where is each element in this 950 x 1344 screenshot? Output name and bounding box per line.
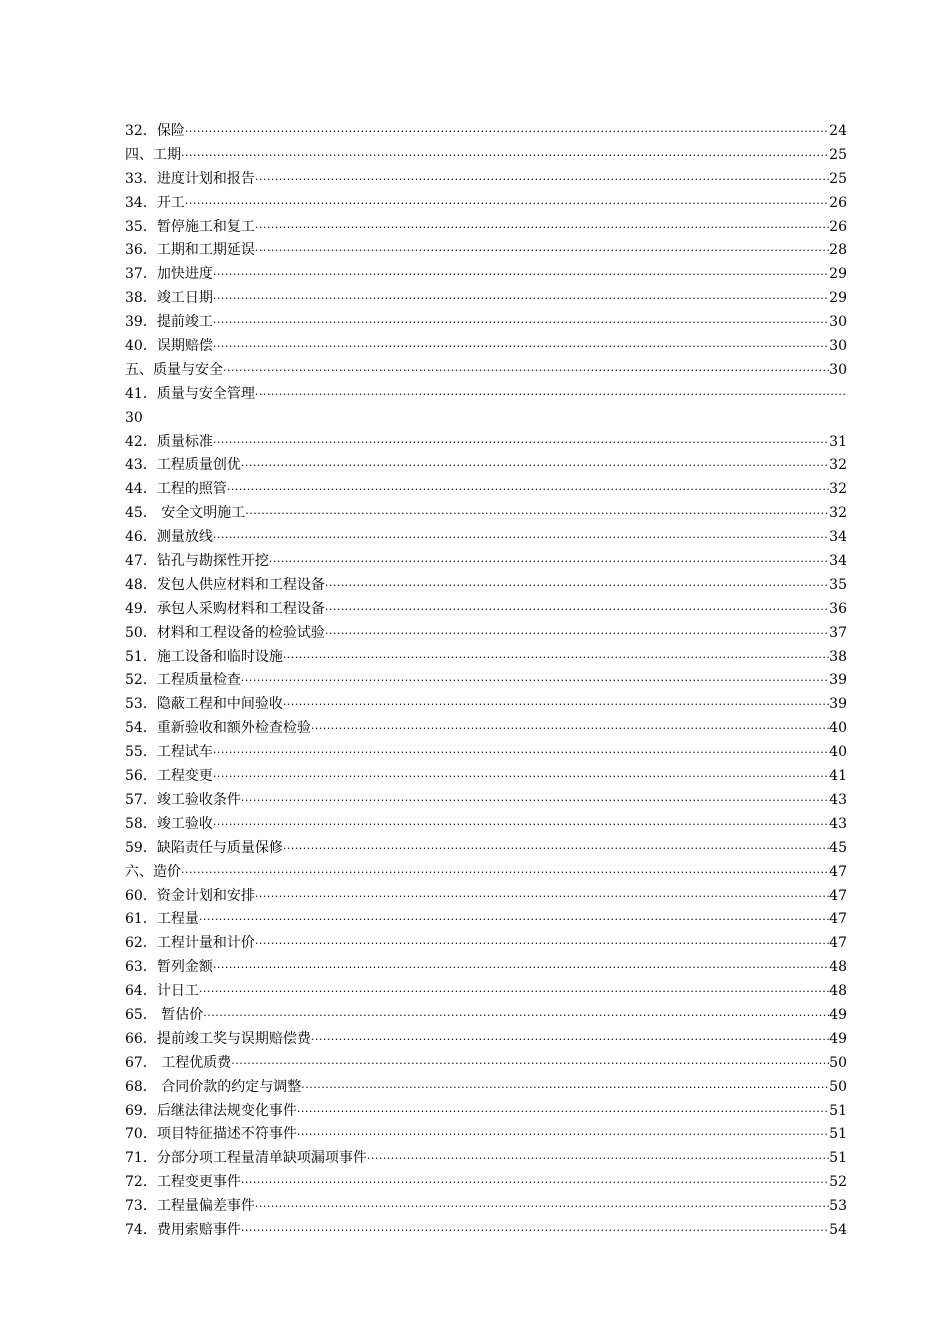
toc-leader-dots: [181, 144, 829, 168]
toc-entry-label: 35．暂停施工和复工: [125, 218, 255, 235]
toc-entry[interactable]: [125, 837, 847, 861]
toc-entry-page-number: 32: [829, 505, 847, 522]
toc-entry-label: 五、质量与安全: [125, 361, 223, 378]
toc-entry-page-number: 30: [125, 409, 143, 426]
toc-leader-dots: [213, 813, 829, 837]
toc-entry-page-number: 34: [829, 529, 847, 546]
toc-entry-label: 47．钻孔与勘探性开挖: [125, 553, 269, 570]
toc-leader-dots: [245, 502, 829, 526]
toc-entry[interactable]: [125, 598, 847, 622]
toc-leader-dots: [297, 1100, 829, 1124]
toc-leader-dots: [213, 335, 829, 359]
toc-entry-page-number: 36: [829, 600, 847, 617]
toc-entry-label: 36．工期和工期延误: [125, 242, 255, 259]
toc-entry[interactable]: [125, 861, 847, 885]
toc-leader-dots: [241, 789, 829, 813]
toc-leader-dots: [301, 1076, 829, 1100]
toc-entry-page-number: 41: [829, 768, 847, 785]
toc-entry-page-number: 39: [829, 696, 847, 713]
toc-entry-label: 54．重新验收和额外检查检验: [125, 720, 311, 737]
toc-entry-page-number: 43: [829, 815, 847, 832]
toc-entry[interactable]: [125, 789, 847, 813]
toc-entry[interactable]: [125, 120, 847, 144]
toc-entry[interactable]: [125, 1195, 847, 1219]
toc-entry-label: 51．施工设备和临时设施: [125, 648, 283, 665]
toc-entry-label: 40．误期赔偿: [125, 338, 213, 355]
toc-entry[interactable]: [125, 431, 847, 455]
toc-entry-page-number: 52: [829, 1174, 847, 1191]
toc-entry-page-number: 40: [829, 720, 847, 737]
toc-entry-page-number: 26: [829, 194, 847, 211]
toc-leader-dots: [213, 287, 829, 311]
toc-entry-label: 71．分部分项工程量清单缺项漏项事件: [125, 1150, 367, 1167]
toc-entry-page-number: 49: [829, 1030, 847, 1047]
toc-entry[interactable]: [125, 216, 847, 240]
table-of-contents: [125, 120, 847, 1243]
toc-entry-page-number: 53: [829, 1198, 847, 1215]
toc-leader-dots: [325, 598, 829, 622]
toc-leader-dots: [325, 574, 829, 598]
toc-leader-dots: [181, 861, 829, 885]
toc-entry[interactable]: [125, 239, 847, 263]
toc-leader-dots: [199, 908, 829, 932]
toc-entry-label: 33．进度计划和报告: [125, 170, 255, 187]
toc-entry-page-number: 30: [829, 361, 847, 378]
toc-entry-page-number: 31: [829, 433, 847, 450]
toc-entry[interactable]: [125, 1123, 847, 1147]
toc-entry-label: 68． 合同价款的约定与调整: [125, 1078, 302, 1095]
toc-entry-page-number: 45: [829, 839, 847, 856]
toc-leader-dots: [255, 885, 829, 909]
toc-entry-label: 44．工程的照管: [125, 481, 227, 498]
toc-leader-dots: [199, 980, 829, 1004]
toc-leader-dots: [325, 622, 829, 646]
toc-entry[interactable]: [125, 646, 847, 670]
toc-leader-dots: [213, 956, 829, 980]
toc-entry[interactable]: [125, 359, 847, 383]
toc-entry-page-number: 47: [829, 887, 847, 904]
toc-entry-page-number: 51: [829, 1150, 847, 1167]
toc-entry[interactable]: [125, 693, 847, 717]
toc-leader-dots: [213, 741, 829, 765]
toc-entry[interactable]: [125, 980, 847, 1004]
toc-entry[interactable]: [125, 669, 847, 693]
toc-entry[interactable]: [125, 1219, 847, 1243]
toc-leader-dots: [283, 646, 829, 670]
toc-entry-label: 55．工程试车: [125, 744, 213, 761]
toc-entry[interactable]: [125, 622, 847, 646]
toc-entry-label: 57．竣工验收条件: [125, 791, 241, 808]
toc-entry-label: 46．测量放线: [125, 529, 213, 546]
toc-entry[interactable]: [125, 454, 847, 478]
toc-entry-label: 66．提前竣工奖与误期赔偿费: [125, 1030, 311, 1047]
toc-leader-dots: [241, 1219, 829, 1243]
toc-leader-dots: [283, 837, 829, 861]
toc-entry[interactable]: [125, 263, 847, 287]
toc-entry[interactable]: [125, 168, 847, 192]
toc-entry-page-number: 54: [829, 1221, 847, 1238]
toc-entry-page-number: 51: [829, 1126, 847, 1143]
toc-leader-dots: [223, 359, 829, 383]
toc-leader-dots: [213, 765, 829, 789]
toc-entry[interactable]: [125, 956, 847, 980]
toc-entry-label: 60．资金计划和安排: [125, 887, 255, 904]
toc-entry[interactable]: [125, 550, 847, 574]
toc-entry-page-number: 25: [829, 146, 847, 163]
toc-entry-page-number: 28: [829, 242, 847, 259]
toc-leader-dots: [255, 383, 847, 407]
toc-leader-dots: [367, 1147, 829, 1171]
toc-entry-label: 39．提前竣工: [125, 314, 213, 331]
toc-entry-page-number: 48: [829, 983, 847, 1000]
toc-entry[interactable]: [125, 813, 847, 837]
toc-entry-label: 74．费用索赔事件: [125, 1221, 241, 1238]
toc-leader-dots: [255, 239, 829, 263]
toc-entry-page-number: 32: [829, 481, 847, 498]
toc-leader-dots: [185, 120, 829, 144]
toc-entry[interactable]: [125, 1147, 847, 1171]
toc-entry[interactable]: [125, 478, 847, 502]
toc-entry[interactable]: [125, 526, 847, 550]
toc-entry-page-number: 24: [829, 123, 847, 139]
toc-leader-dots: [255, 1195, 829, 1219]
toc-entry-page-number: 34: [829, 553, 847, 570]
toc-entry-label: 58．竣工验收: [125, 815, 213, 832]
toc-entry-label: 34．开工: [125, 194, 185, 211]
toc-entry-label: 61．工程量: [125, 911, 199, 928]
toc-leader-dots: [203, 1004, 829, 1028]
toc-entry-label: 六、造价: [125, 863, 181, 880]
toc-leader-dots: [255, 216, 829, 240]
toc-leader-dots: [241, 1171, 829, 1195]
toc-entry-label: 53．隐蔽工程和中间验收: [125, 696, 283, 713]
toc-entry[interactable]: [125, 383, 847, 407]
toc-entry[interactable]: [125, 885, 847, 909]
toc-leader-dots: [213, 526, 829, 550]
toc-entry-page-number: 39: [829, 672, 847, 689]
toc-entry-label: 63．暂列金额: [125, 959, 213, 976]
toc-entry-label: 69．后继法律法规变化事件: [125, 1102, 297, 1119]
toc-leader-dots: [269, 550, 829, 574]
toc-leader-dots: [297, 1123, 829, 1147]
toc-entry-label: 37．加快进度: [125, 266, 213, 283]
toc-leader-dots: [255, 168, 829, 192]
toc-leader-dots: [311, 1028, 829, 1052]
toc-entry-page-number: 47: [829, 863, 847, 880]
toc-entry-label: 70．项目特征描述不符事件: [125, 1126, 297, 1143]
toc-entry-page-number: 30: [829, 314, 847, 331]
toc-entry-page-number: 43: [829, 791, 847, 808]
toc-entry-page-number: 26: [829, 218, 847, 235]
toc-entry-page-number: 29: [829, 290, 847, 307]
toc-entry[interactable]: [125, 335, 847, 359]
toc-entry[interactable]: [125, 192, 847, 216]
toc-entry[interactable]: [125, 741, 847, 765]
toc-entry-label: 62．工程计量和计价: [125, 935, 255, 952]
toc-leader-dots: [227, 478, 829, 502]
toc-leader-dots: [231, 1052, 829, 1076]
toc-entry-label: 50．材料和工程设备的检验试验: [125, 624, 325, 641]
toc-entry[interactable]: [125, 574, 847, 598]
toc-entry-label: 45． 安全文明施工: [125, 505, 246, 522]
toc-leader-dots: [283, 693, 829, 717]
toc-entry-label: 65． 暂估价: [125, 1006, 204, 1023]
toc-leader-dots: [213, 431, 829, 455]
toc-entry[interactable]: [125, 932, 847, 956]
toc-entry-label: 41．质量与安全管理: [125, 385, 255, 402]
toc-entry-label: 32．保险: [125, 123, 185, 139]
toc-entry-label: 56．工程变更: [125, 768, 213, 785]
toc-entry[interactable]: [125, 1076, 847, 1100]
toc-entry-page-number: 37: [829, 624, 847, 641]
toc-leader-dots: [255, 932, 829, 956]
toc-entry-page-number: 50: [829, 1078, 847, 1095]
toc-entry-label: 43．工程质量创优: [125, 457, 241, 474]
toc-entry[interactable]: [125, 311, 847, 335]
toc-entry-page-number: 49: [829, 1006, 847, 1023]
toc-entry-page-number: 30: [829, 338, 847, 355]
toc-leader-dots: [213, 263, 829, 287]
toc-entry-page-number: 47: [829, 935, 847, 952]
toc-entry-label: 64．计日工: [125, 983, 199, 1000]
toc-entry[interactable]: [125, 908, 847, 932]
toc-leader-dots: [185, 192, 829, 216]
toc-entry-label: 四、工期: [125, 146, 181, 163]
toc-entry-label: 67． 工程优质费: [125, 1054, 232, 1071]
toc-entry[interactable]: [125, 717, 847, 741]
toc-entry-label: 73．工程量偏差事件: [125, 1198, 255, 1215]
toc-entry[interactable]: [125, 407, 847, 431]
toc-entry[interactable]: [125, 502, 847, 526]
toc-entry-label: 49．承包人采购材料和工程设备: [125, 600, 325, 617]
toc-entry-page-number: 35: [829, 576, 847, 593]
toc-leader-dots: [241, 669, 829, 693]
toc-entry-page-number: 47: [829, 911, 847, 928]
toc-entry-page-number: 38: [829, 648, 847, 665]
toc-entry[interactable]: [125, 144, 847, 168]
toc-entry-label: 38．竣工日期: [125, 290, 213, 307]
toc-entry-label: 59．缺陷责任与质量保修: [125, 839, 283, 856]
toc-entry-page-number: 25: [829, 170, 847, 187]
toc-leader-dots: [213, 311, 829, 335]
toc-entry[interactable]: [125, 1171, 847, 1195]
toc-entry-label: 48．发包人供应材料和工程设备: [125, 576, 325, 593]
toc-entry[interactable]: [125, 1052, 847, 1076]
toc-entry[interactable]: [125, 1100, 847, 1124]
toc-entry-label: 72．工程变更事件: [125, 1174, 241, 1191]
toc-entry[interactable]: [125, 765, 847, 789]
toc-entry-page-number: 29: [829, 266, 847, 283]
toc-entry-page-number: 51: [829, 1102, 847, 1119]
toc-leader-dots: [241, 454, 829, 478]
toc-entry-label: 52．工程质量检查: [125, 672, 241, 689]
toc-entry-page-number: 50: [829, 1054, 847, 1071]
toc-entry-page-number: 32: [829, 457, 847, 474]
toc-entry-label: 42．质量标准: [125, 433, 213, 450]
toc-entry-page-number: 48: [829, 959, 847, 976]
toc-entry[interactable]: [125, 1028, 847, 1052]
toc-entry[interactable]: [125, 1004, 847, 1028]
toc-entry-page-number: 40: [829, 744, 847, 761]
toc-entry[interactable]: [125, 287, 847, 311]
toc-leader-dots: [311, 717, 829, 741]
